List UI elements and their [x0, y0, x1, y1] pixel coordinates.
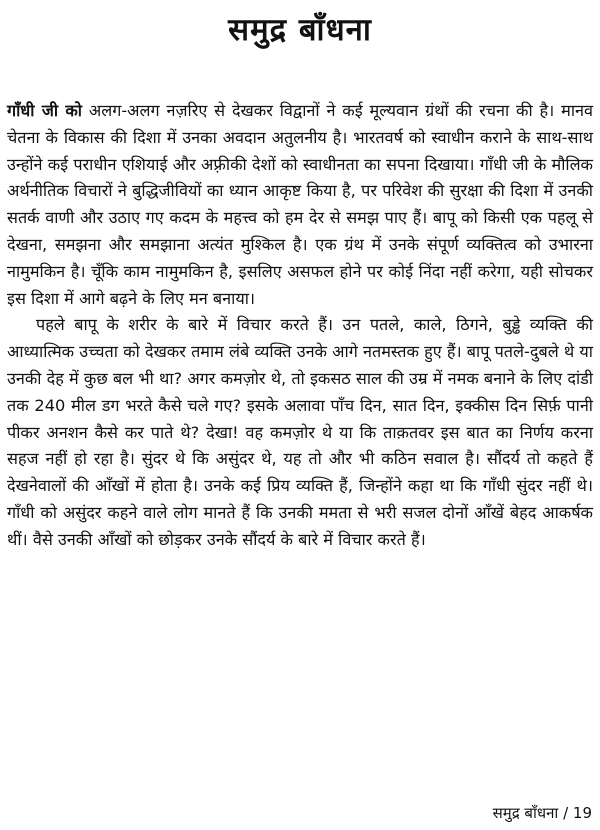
paragraph-1-lead: गाँधी जी को — [7, 101, 83, 120]
chapter-body — [7, 98, 593, 554]
page-footer: समुद्र बाँधना / 19 — [492, 804, 592, 822]
paragraph-2: पहले बापू के शरीर के बारे में विचार करते हैं। उन पतले, काले, ठिगने, बुड्ढे व्यक्ति की आध्यात्मिक उच्चता को देखकर तमाम लंबे व्यक्ति उनके आगे नतमस्तक हुए हैं। बापू पतले-दुबले थे या उनकी देह में कुछ बल भी था? अगर कमज़ोर थे, तो इकसठ साल की उम्र में नमक बनाने के लिए दांडी तक 240 मील डग भरते कैसे चले गए? इसके अलावा पाँच दिन, सात दिन, इक्कीस दिन सिर्फ़ पानी पीकर अनशन कैसे कर पाते थे? देखा! वह कमज़ोर थे या कि ताक़तवर इस बात का निर्णय करना सहज नहीं हो रहा है। सुंदर थे कि असुंदर थे, यह तो और भी कठिन सवाल है। सौंदर्य तो कहते हैं देखनेवालों की आँखों में होता है। उनके कई प्रिय व्यक्ति हैं, जिन्होंने कहा था कि गाँधी सुंदर नहीं थे। गाँधी को असुंदर कहने वाले लोग मानते हैं कि उनकी ममता से भरी सजल दोनों आँखें बेहद आकर्षक थीं। वैसे उनकी आँखों को छोड़कर उनके सौंदर्य के बारे में विचार करते हैं। — [7, 315, 593, 549]
paragraph-1-text: अलग-अलग नज़रिए से देखकर विद्वानों ने कई मूल्यवान ग्रंथों की रचना की है। मानव चेतना के विकास की दिशा में उनका अवदान अतुलनीय है। भारतवर्ष को स्वाधीन कराने के साथ-साथ उन्होंने कई पराधीन एशियाई और अफ़्रीकी देशों को स्वाधीनता का सपना दिखाया। गाँधी जी के मौलिक अर्थनीतिक विचारों ने बुद्धिजीवियों का ध्यान आकृष्ट किया है, पर परिवेश की सुरक्षा की दिशा में उनकी सतर्क वाणी और उठाए गए कदम के महत्त्व को हम देर से समझ पाए हैं। बापू को किसी एक पहलू से देखना, समझना और समझाना अत्यंत मुश्किल है। एक ग्रंथ में उनके संपूर्ण व्यक्तित्व को उभारना नामुमकिन है। चूँकि काम नामुमकिन है, इसलिए असफल होने पर कोई निंदा नहीं करेगा, यही सोचकर इस दिशा में आगे बढ़ने के लिए मन बनाया। — [7, 101, 593, 308]
chapter-title: समुद्र बाँधना — [228, 12, 372, 48]
paragraph-1 — [7, 98, 593, 312]
